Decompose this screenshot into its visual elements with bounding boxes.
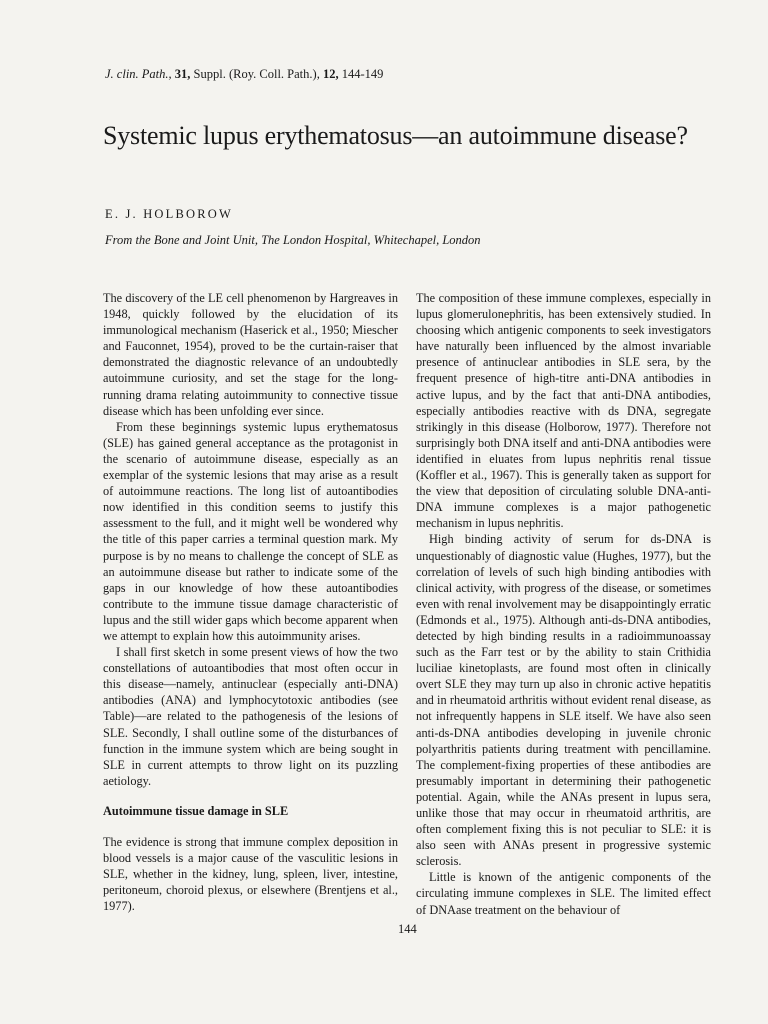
citation-volume: 31, bbox=[174, 67, 191, 81]
citation-pages: 144-149 bbox=[338, 67, 384, 81]
citation-suppl: Suppl. (Roy. Coll. Path.), bbox=[190, 67, 323, 81]
body-paragraph: Little is known of the antigenic components of the circulating immune complexes in SLE. The limited effect of DNAase treatment on the behaviour of bbox=[416, 870, 711, 917]
right-column bbox=[416, 290, 711, 918]
body-paragraph: From these beginnings systemic lupus erythematosus (SLE) has gained general acceptance as the protagonist in the scenario of autoimmune disease, especially as an exemplar of the systemic lesions that may arise as a result of autoimmune reactions. The long list of autoantibodies now identified in this condition seems to justify this assessment to the full, and it might well be wondered why the title of this paper carries a terminal question mark. My purpose is by no means to challenge the concept of SLE as an autoimmune disease but rather to indicate some of the gaps in our knowledge of how these autoantibodies contribute to the immune tissue damage characteristic of lupus and the still wider gaps which become apparent when we attempt to explain how this autoimmunity arises. bbox=[103, 419, 398, 643]
article-title: Systemic lupus erythematosus—an autoimmune disease? bbox=[103, 121, 688, 150]
body-paragraph: I shall first sketch in some present views of how the two constellations of autoantibodies that most often occur in this disease—namely, antinuclear (especially anti-DNA) antibodies (ANA) and lymphocytotoxic antibodies (see Table)—are related to the pathogenesis of the lesions of SLE. Secondly, I shall outline some of the disturbances of function in the immune system which are being sought in SLE in current attempts to throw light on its puzzling aetiology. bbox=[103, 645, 398, 788]
section-heading: Autoimmune tissue damage in SLE bbox=[103, 803, 289, 818]
article-affiliation: From the Bone and Joint Unit, The London Hospital, Whitechapel, London bbox=[105, 233, 481, 247]
body-paragraph: High binding activity of serum for ds-DNA is unquestionably of diagnostic value (Hughes, 1977), but the correlation of levels of such high binding antibodies with clinical activity, with progress of the disease, or sometimes even with renal involvement may be disappointingly erratic (Edmonds et al., 1975). Although anti-ds-DNA antibodies, detected by high binding results in a radioimmunoassay such as the Farr test or by the ability to stain Crithidia luciliae kinetoplasts, are found most often in clinically overt SLE they may turn up also in chronic active hepatitis and in rheumatoid arthritis without evident renal disease, as not infrequently happens in SLE itself. We have also seen anti-ds-DNA antibodies developing in juvenile chronic polyarthritis patients during treatment with pencillamine. The complement-fixing properties of these antibodies are presumably important in determining their pathogenetic potential. Again, while the ANAs present in lupus sera, unlike those that may occur in rheumatoid arthritis, are often complement fixing this is not peculiar to SLE: it is also seen with ANAs present in progressive systemic sclerosis. bbox=[416, 532, 711, 869]
page-number: 144 bbox=[398, 922, 417, 936]
journal-citation bbox=[105, 66, 383, 82]
body-paragraph: The evidence is strong that immune complex deposition in blood vessels is a major cause of the vasculitic lesions in SLE, whether in the kidney, lung, spleen, liver, intestine, peritoneum, choroid plexus, or elsewhere (Brentjens et al., 1977). bbox=[103, 835, 398, 914]
article-author: E. J. HOLBOROW bbox=[105, 207, 234, 221]
body-paragraph: The composition of these immune complexes, especially in lupus glomerulonephritis, has been extensively studied. In choosing which antigenic components to seek investigators have naturally been influenced by the almost invariable presence of antinuclear antibodies in SLE sera, by the frequent presence of high-titre anti-DNA antibodies in active lupus, and by the fact that anti-DNA antibodies, especially antibodies reactive with ds DNA, segregate strikingly in this disease (Holborow, 1977). Therefore not surprisingly both DNA itself and anti-DNA antibodies were identified in eluates from lupus nephritis renal tissue (Koffler et al., 1967). This is generally taken as support for the view that deposition of circulating soluble DNA-anti-DNA immune complexes is a major pathogenetic mechanism in lupus nephritis. bbox=[416, 291, 711, 531]
citation-journal: J. clin. Path., bbox=[105, 67, 172, 81]
body-paragraph: The discovery of the LE cell phenomenon by Hargreaves in 1948, quickly followed by the elucidation of its immunological mechanism (Haserick et al., 1950; Miescher and Fauconnet, 1954), proved to be the curtain-raiser that demonstrated the diagnostic relevance of an undoubtedly autoimmune curiosity, and set the stage for the long-running drama relating autoimmunity to connective tissue disease which has been unfolding ever since. bbox=[103, 291, 398, 418]
citation-number: 12, bbox=[322, 67, 339, 81]
left-column bbox=[103, 290, 398, 914]
